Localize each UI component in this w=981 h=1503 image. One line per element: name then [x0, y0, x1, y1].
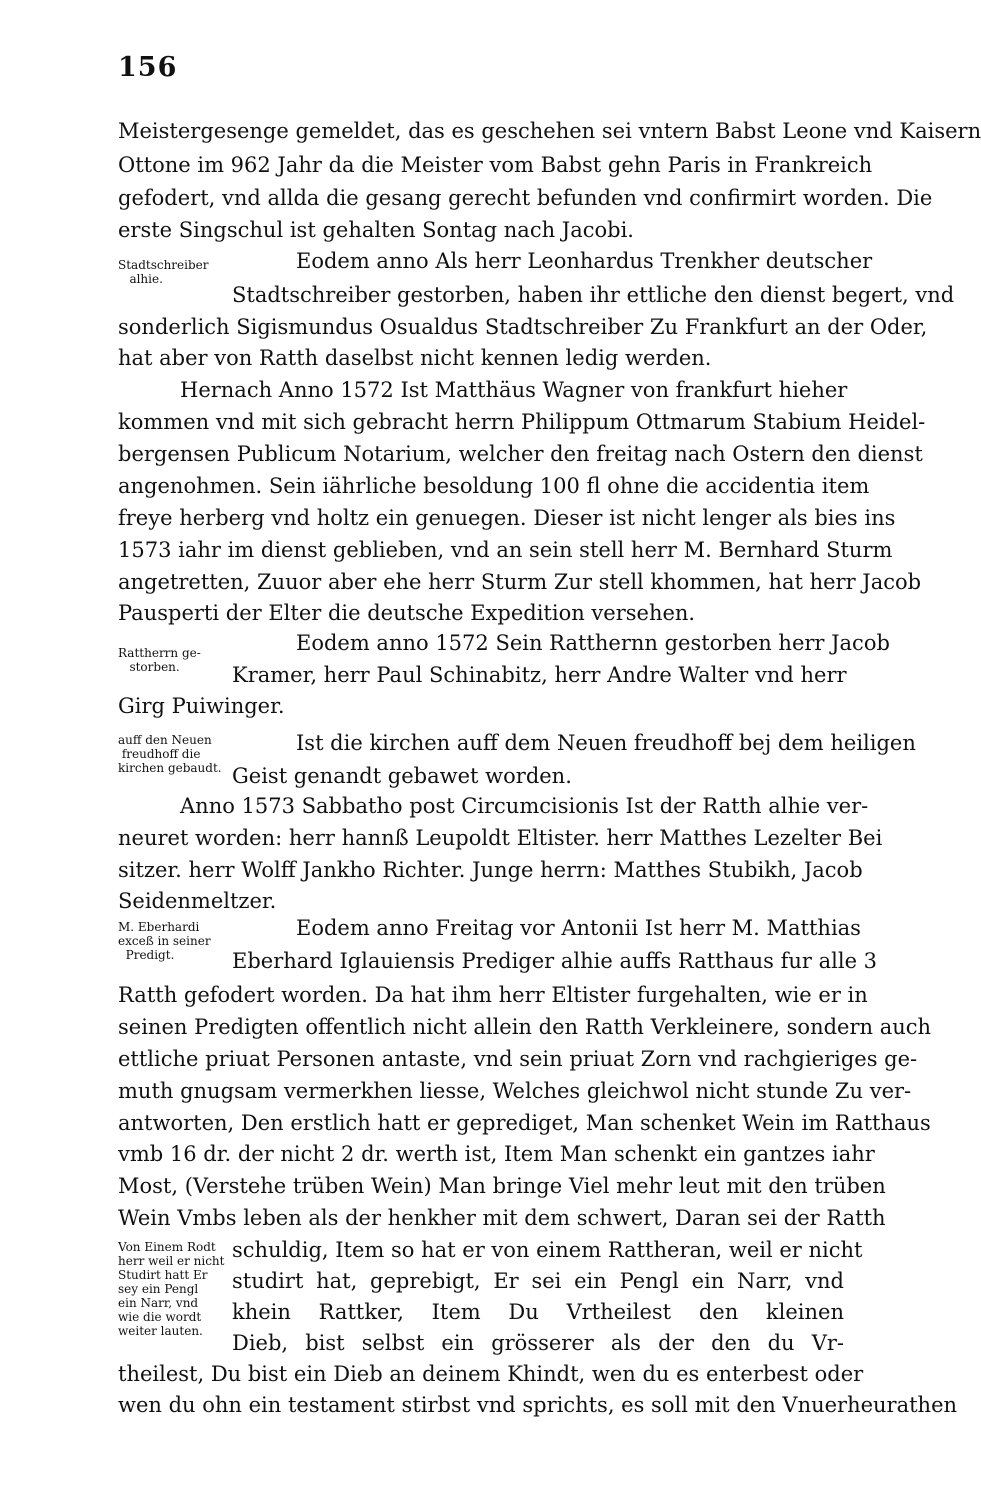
text-line: hat aber von Ratth daselbst nicht kennen ledig werden.	[118, 346, 712, 370]
text-line: Eodem anno Freitag vor Antonii Ist herr M. Matthias	[296, 916, 861, 940]
marginal-note: M. Eberhardi exceß in seiner Predigt.	[118, 920, 211, 962]
text-line: Eberhard Iglauiensis Prediger alhie auffs Ratthaus fur alle 3	[232, 949, 878, 973]
text-line: Hernach Anno 1572 Ist Matthäus Wagner von frankfurt hieher	[180, 378, 848, 402]
text-line: erste Singschul ist gehalten Sontag nach Jacobi.	[118, 218, 634, 242]
text-line: seinen Predigten offentlich nicht allein den Ratth Verkleinere, sondern auch	[118, 1015, 932, 1039]
text-line: Ist die kirchen auff dem Neuen freudhoff bej dem heiligen	[296, 731, 916, 755]
text-line: Dieb, bist selbst ein grösserer als der den du Vr-	[232, 1331, 844, 1355]
marginal-note: Von Einem Rodt herr weil er nicht Studirt hatt Er sey ein Pengl ein Narr, vnd wie die wordt weiter lauten.	[118, 1240, 225, 1338]
text-line: khein Rattker, Item Du Vrtheilest den kleinen	[232, 1300, 844, 1324]
text-line: Ottone im 962 Jahr da die Meister vom Babst gehn Paris in Frankreich	[118, 153, 873, 177]
text-line: freye herberg vnd holtz ein genuegen. Dieser ist nicht lenger als bies ins	[118, 506, 896, 530]
text-line: ettliche priuat Personen antaste, vnd sein priuat Zorn vnd rachgieriges ge-	[118, 1047, 918, 1071]
text-line: kommen vnd mit sich gebracht herrn Philippum Ottmarum Stabium Heidel-	[118, 410, 926, 434]
text-line: Girg Puiwinger.	[118, 694, 285, 718]
text-line: bergensen Publicum Notarium, welcher den freitag nach Ostern den dienst	[118, 442, 923, 466]
text-line: vmb 16 dr. der nicht 2 dr. werth ist, Item Man schenkt ein gantzes iahr	[118, 1142, 875, 1166]
text-line: Seidenmeltzer.	[118, 889, 277, 913]
text-line: Eodem anno 1572 Sein Ratthernn gestorben herr Jacob	[296, 631, 890, 655]
text-line: angetretten, Zuuor aber ehe herr Sturm Zur stell khommen, hat herr Jacob	[118, 570, 922, 594]
marginal-note: Stadtschreiber alhie.	[118, 258, 209, 286]
text-line: gefodert, vnd allda die gesang gerecht befunden vnd confirmirt worden. Die	[118, 186, 933, 210]
text-line: Wein Vmbs leben als der henkher mit dem schwert, Daran sei der Ratth	[118, 1206, 886, 1230]
text-line: schuldig, Item so hat er von einem Rattheran, weil er nicht	[232, 1238, 863, 1262]
text-line: angenohmen. Sein iährliche besoldung 100 fl ohne die accidentia item	[118, 474, 870, 498]
text-line: sonderlich Sigismundus Osualdus Stadtschreiber Zu Frankfurt an der Oder,	[118, 315, 928, 339]
text-line: antworten, Den erstlich hatt er geprediget, Man schenket Wein im Ratthaus	[118, 1111, 931, 1135]
marginal-note: auff den Neuen freudhoff die kirchen gebaudt.	[118, 733, 222, 775]
text-line: Most, (Verstehe trüben Wein) Man bringe Viel mehr leut mit den trüben	[118, 1174, 886, 1198]
text-line: Meistergesenge gemeldet, das es geschehen sei vntern Babst Leone vnd Kaisern	[118, 119, 981, 143]
marginal-note: Rattherrn ge- storben.	[118, 646, 201, 674]
text-line: muth gnugsam vermerkhen liesse, Welches gleichwol nicht stunde Zu ver-	[118, 1079, 912, 1103]
text-line: wen du ohn ein testament stirbst vnd sprichts, es soll mit den Vnuerheurathen	[118, 1393, 958, 1417]
text-line: Pausperti der Elter die deutsche Expedition versehen.	[118, 601, 696, 625]
text-line: theilest, Du bist ein Dieb an deinem Khindt, wen du es enterbest oder	[118, 1362, 864, 1386]
text-line: sitzer. herr Wolff Jankho Richter. Junge herrn: Matthes Stubikh, Jacob	[118, 858, 863, 882]
page-number: 156	[118, 52, 178, 83]
text-line: 1573 iahr im dienst geblieben, vnd an sein stell herr M. Bernhard Sturm	[118, 538, 893, 562]
text-line: Ratth gefodert worden. Da hat ihm herr Eltister furgehalten, wie er in	[118, 983, 868, 1007]
text-line: Geist genandt gebawet worden.	[232, 764, 572, 788]
text-line: Eodem anno Als herr Leonhardus Trenkher deutscher	[296, 249, 873, 273]
text-line: studirt hat, geprebigt, Er sei ein Pengl ein Narr, vnd	[232, 1269, 844, 1293]
text-line: Stadtschreiber gestorben, haben ihr ettliche den dienst begert, vnd	[232, 283, 955, 307]
text-line: neuret worden: herr hannß Leupoldt Eltister. herr Matthes Lezelter Bei	[118, 826, 883, 850]
text-line: Anno 1573 Sabbatho post Circumcisionis Ist der Ratth alhie ver-	[180, 794, 869, 818]
text-line: Kramer, herr Paul Schinabitz, herr Andre Walter vnd herr	[232, 663, 847, 687]
